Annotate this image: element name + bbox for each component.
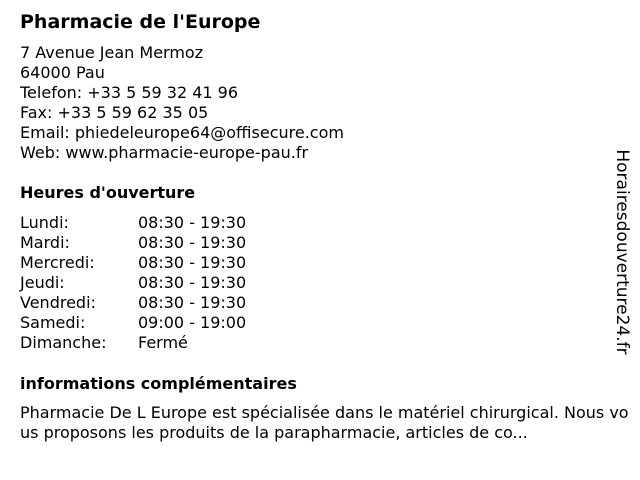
fax-number: Fax: +33 5 59 62 35 05 xyxy=(20,103,209,122)
opening-hours-heading: Heures d'ouverture xyxy=(20,183,196,202)
hours-row-saturday xyxy=(20,313,246,333)
website-address: Web: www.pharmacie-europe-pau.fr xyxy=(20,143,309,162)
hours-row-wednesday xyxy=(20,253,246,273)
hours-day: Mardi: xyxy=(20,233,70,252)
additional-info-heading: informations complémentaires xyxy=(20,374,297,393)
hours-time: 08:30 - 19:30 xyxy=(138,253,247,272)
hours-row-sunday xyxy=(20,333,246,353)
hours-day: Samedi: xyxy=(20,313,86,332)
hours-day: Vendredi: xyxy=(20,293,96,312)
hours-day: Lundi: xyxy=(20,213,69,232)
address-line-1: 7 Avenue Jean Mermoz xyxy=(20,43,204,62)
hours-time: 08:30 - 19:30 xyxy=(138,293,247,312)
additional-info-text: Pharmacie De L Europe est spécialisée dans le matériel chirurgical. Nous vous proposons les produits de la parapharmacie, articles de co... xyxy=(20,403,629,442)
site-brand-label: Horairesdouverture24.fr xyxy=(612,149,632,355)
email-address: Email: phiedeleurope64@offisecure.com xyxy=(20,123,344,142)
hours-row-tuesday xyxy=(20,233,246,253)
hours-row-friday xyxy=(20,293,246,313)
hours-time: Fermé xyxy=(138,333,188,352)
hours-row-thursday xyxy=(20,273,246,293)
hours-day: Jeudi: xyxy=(20,273,65,292)
hours-day: Mercredi: xyxy=(20,253,95,272)
address-line-2: 64000 Pau xyxy=(20,63,105,82)
hours-day: Dimanche: xyxy=(20,333,107,352)
hours-time: 08:30 - 19:30 xyxy=(138,213,247,232)
opening-hours-table xyxy=(20,213,246,353)
hours-time: 09:00 - 19:00 xyxy=(138,313,247,332)
pharmacy-name: Pharmacie de l'Europe xyxy=(20,11,261,33)
phone-number: Telefon: +33 5 59 32 41 96 xyxy=(20,83,239,102)
hours-time: 08:30 - 19:30 xyxy=(138,273,247,292)
hours-row-monday xyxy=(20,213,246,233)
contact-block xyxy=(20,43,344,163)
hours-time: 08:30 - 19:30 xyxy=(138,233,247,252)
